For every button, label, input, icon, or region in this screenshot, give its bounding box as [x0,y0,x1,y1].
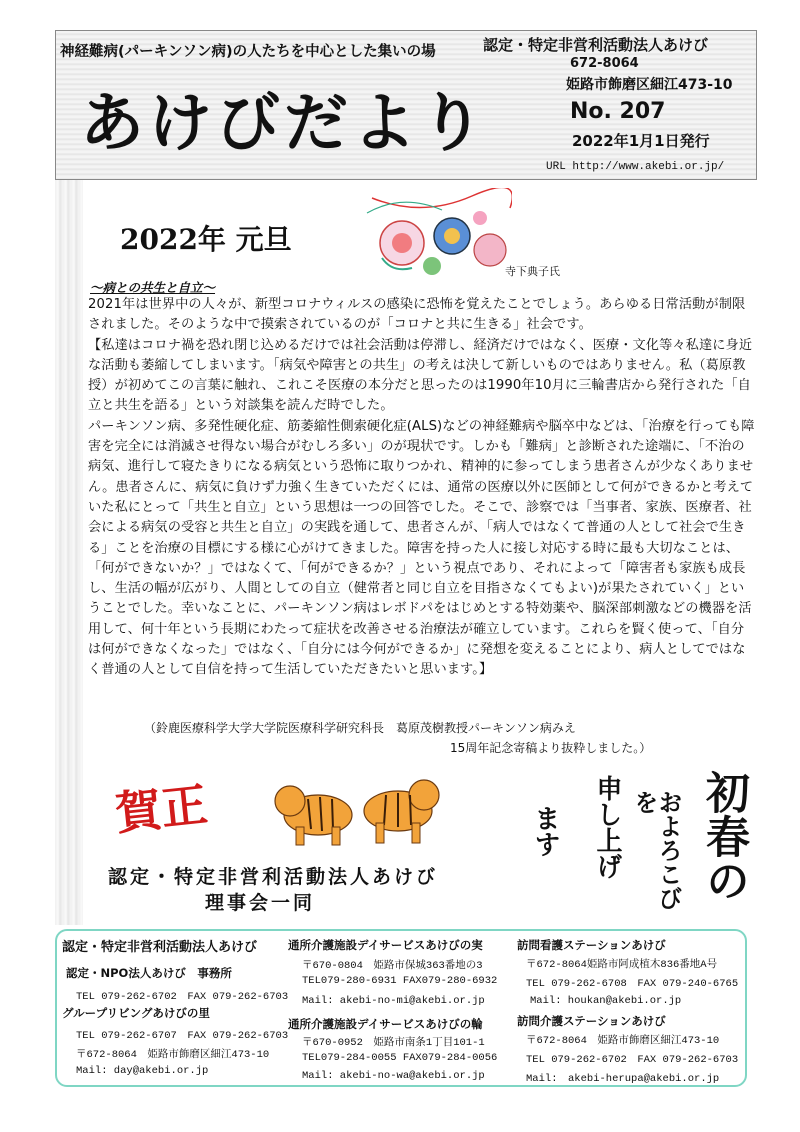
home-care-address: 〒672-8064 姫路市飾磨区細江473-10 [526,1035,720,1047]
new-year-calligraphy [500,770,750,920]
article-source-line-2: 15周年記念寄稿より抜粋しました。） [450,741,652,755]
calligraphy-column: 初春の [698,770,749,902]
group-living-address: 〒672-8064 姫路市飾磨区細江473-10 [76,1049,270,1061]
issue-number: No. 207 [570,99,666,124]
home-nursing-name: 訪問看護ステーションあけび [517,938,666,952]
greeting-board: 理事会一同 [205,892,316,914]
dayservice-mi-mail[interactable]: Mail: akebi-no-mi@akebi.or.jp [302,995,485,1007]
new-year-heading: 2022年 元旦 [120,223,292,256]
website-url[interactable]: URL http://www.akebi.or.jp/ [546,161,725,173]
illustrator-credit: 寺下典子氏 [505,265,560,278]
dayservice-mi-name: 通所介護施設デイサービスあけびの実 [288,938,483,952]
dayservice-mi-tel: TEL079-280-6931 FAX079-280-6932 [302,975,498,987]
home-care-name: 訪問介護ステーションあけび [517,1014,666,1028]
home-care-mail[interactable]: Mail: akebi-herupa@akebi.or.jp [526,1073,720,1085]
dayservice-wa-address: 〒670-0952 姫路市南条1丁目101-1 [302,1037,485,1049]
group-living-name: グループリビングあけびの里 [62,1006,210,1020]
office-name: 認定・NPO法人あけび 事務所 [66,966,232,980]
dayservice-wa-tel: TEL079-284-0055 FAX079-284-0056 [302,1052,498,1064]
dayservice-wa-name: 通所介護施設デイサービスあけびの輪 [288,1017,483,1031]
home-nursing-mail[interactable]: Mail: houkan@akebi.or.jp [530,995,682,1007]
publisher-postal: 672-8064 [570,56,639,71]
article-source-line-1: （鈴鹿医療科学大学大学院医療科学研究科長 葛原茂樹教授パーキンソン病みえ [144,721,576,735]
decorative-strip [55,180,83,925]
dayservice-mi-address: 〒670-0804 姫路市保城363番地の3 [302,960,483,972]
calligraphy-column: ます [530,805,560,857]
masthead-tagline: 神経難病(パーキンソン病)の人たちを中心とした集いの場 [60,44,436,60]
greeting-organization: 認定・特定非営利活動法人あけび [108,866,439,888]
newsletter-title: あけびだより [80,86,488,161]
article-body [88,295,756,681]
calligraphy-column: およろこびを [630,790,683,910]
publisher-address: 姫路市飾磨区細江473-10 [566,77,733,93]
home-nursing-tel: TEL 079-262-6708 FAX 079-240-6765 [526,978,739,990]
publisher-name: 認定・特定非営利活動法人あけび [483,36,709,54]
temari-illustration [362,188,512,280]
office-tel: TEL 079-262-6702 FAX 079-262-6703 [76,991,289,1003]
group-living-tel: TEL 079-262-6707 FAX 079-262-6703 [76,1030,289,1042]
home-nursing-address: 〒672-8064姫路市阿成植木836番地A号 [526,959,718,971]
paragraph: 【私達はコロナ禍を恐れ閉じ込めるだけでは社会活動は停滞し、経済だけではなく、医療・文化等々私達に身近な活動も萎縮してしまいます。「病気や障害との共生」の考えは決して新しいものではありません。私（葛原教授）が初めてこの言葉に触れ、これこそ医療の本分だと思ったのは1990年10月に三輪書店から発行された「自立と共生を語る」という対談集を読んだ時でした。 [88,337,753,414]
home-care-tel: TEL 079-262-6702 FAX 079-262-6703 [526,1054,739,1066]
paragraph: 2021年は世界中の人々が、新型コロナウィルスの感染に恐怖を覚えたことでしょう。あらゆる日常活動が制限されました。そのような中で摸索されているのが「コロナと共に生きる」社会です。 [88,297,746,333]
calligraphy-column: 申し上げ [592,775,622,879]
gashou-calligraphy: 賀正 [112,777,210,841]
paragraph: パーキンソン病、多発性硬化症、筋萎縮性側索硬化症(ALS)などの神経難病や脳卒中などは、「治療を行っても障害を完全には消滅させ得ない場合がむしろ多い」のが現状です。しかも「難病」と診断された途端に、「不治の病気、進行して寝たきりになる病気という恐怖に取りつかれ、精神的に参ってしまう患者さんが少なくありません。患者さんに、病気に負けず力強く生きていただくには、通常の医療以外に医師として何ができるかと考えていた私にとって「共生と自立」という思想は一つの回答でした。そこで、診察では「当事者、家族、医療者、社会による病気の受容と共生と自立」の実践を通して、患者さんが、「病人ではなくて普通の人として社会で生きる」ことを治療の目標にする様に心がけてきました。障害を持った人に接し対応する時に最も大切なことは、「何ができないか？」ではなくて、「何ができるか？」という視点であり、それによって「障害者も家族も成長し、生活の幅が広がり、人間としての自立（健常者と同じ自立を目指さなくてもよい)が果たされていく」ということでした。幸いなことに、パーキンソン病はレボドパをはじめとする特効薬や、脳深部刺激などの機器を活用して、何十年という長期にわたって症状を改善させる治療法が確立しています。これらを賢く使って、「自分は何ができなくなった」ではなく、「自分には今何ができるか」に発想を変えることにより、病人としてではなく普通の人として自信を持って生活していただきたいと思います。】 [88,418,755,678]
dayservice-wa-mail[interactable]: Mail: akebi-no-wa@akebi.or.jp [302,1070,485,1082]
group-living-mail[interactable]: Mail: day@akebi.or.jp [76,1065,209,1077]
article-subtitle: ～病との共生と自立～ [90,280,216,295]
issue-date: 2022年1月1日発行 [572,132,710,150]
tiger-cubs-illustration [268,765,448,855]
footer-org-name: 認定・特定非営利活動法人あけび [62,940,258,955]
